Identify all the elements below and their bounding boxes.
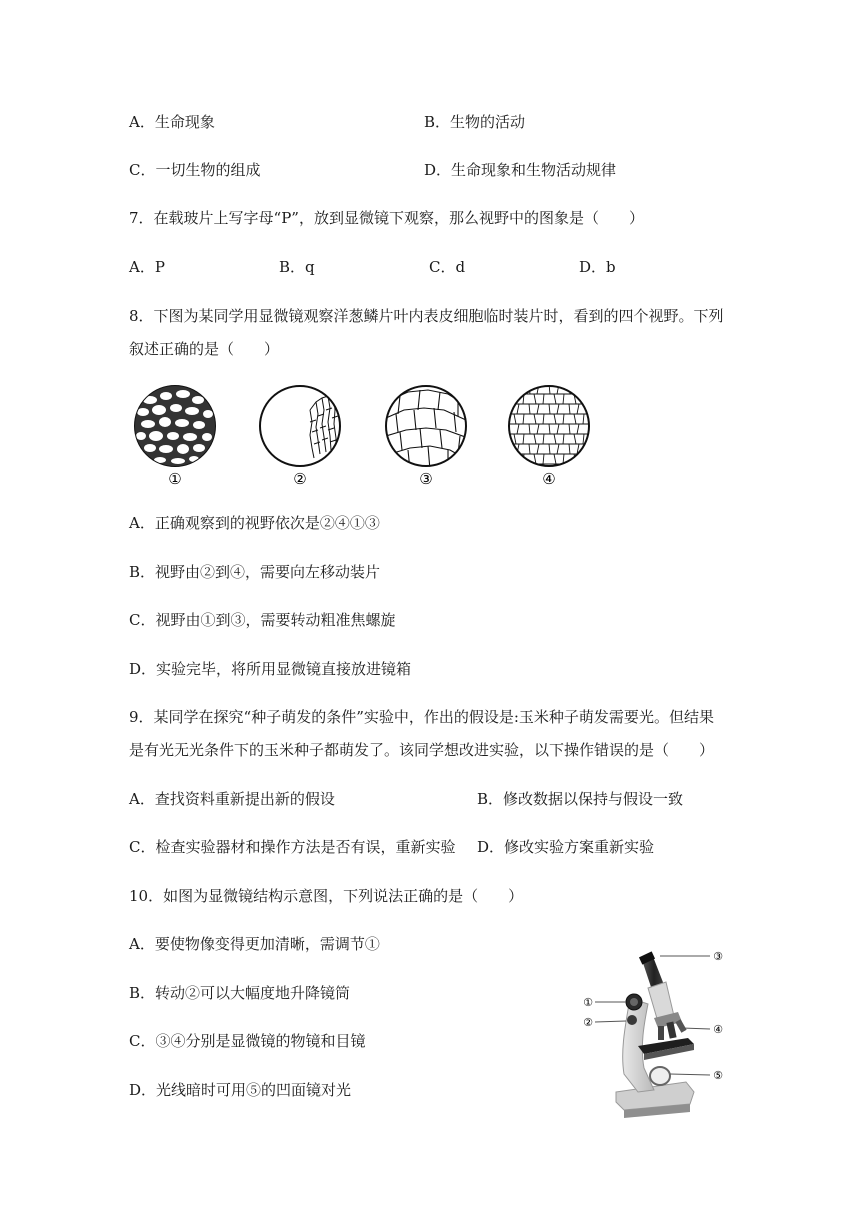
q7-option-c: C．d xyxy=(429,258,466,276)
part-label-3: ③ xyxy=(713,950,723,963)
q10-option-d: D．光线暗时可用⑤的凹面镜对光 xyxy=(129,1081,352,1099)
field-1-label: ① xyxy=(168,470,182,488)
q8-option-c: C．视野由①到③，需要转动粗准焦螺旋 xyxy=(129,611,396,629)
q10-option-b: B．转动②可以大幅度地升降镜筒 xyxy=(129,984,351,1002)
q9-stem-line-1: 9．某同学在探究“种子萌发的条件”实验中，作出的假设是:玉米种子萌发需要光。但结果 xyxy=(129,708,714,726)
q9-stem-line-2: 是有光无光条件下的玉米种子都萌发了。该同学想改进实验，以下操作错误的是（ ） xyxy=(129,741,715,759)
microscope-structure-figure xyxy=(582,942,732,1120)
q9-option-b: B．修改数据以保持与假设一致 xyxy=(477,790,684,808)
part-label-4: ④ xyxy=(713,1023,723,1036)
q6-option-d: D．生命现象和生物活动规律 xyxy=(424,161,617,179)
part-label-2: ② xyxy=(583,1016,593,1029)
microscope-fields-figure xyxy=(128,380,608,490)
q10-option-a: A．要使物像变得更加清晰，需调节① xyxy=(129,935,380,953)
q7-option-b: B．q xyxy=(279,258,315,276)
field-2-label: ② xyxy=(293,470,307,488)
q8-option-a: A．正确观察到的视野依次是②④①③ xyxy=(129,514,380,532)
q7-stem: 7．在载玻片上写字母“P”，放到显微镜下观察，那么视野中的图象是（ ） xyxy=(129,209,644,227)
q8-stem-line-1: 8．下图为某同学用显微镜观察洋葱鳞片叶内表皮细胞临时装片时，看到的四个视野。下列 xyxy=(129,307,724,325)
q8-option-d: D．实验完毕，将所用显微镜直接放进镜箱 xyxy=(129,660,412,678)
part-label-1: ① xyxy=(583,996,593,1009)
microscope-drawing xyxy=(595,951,710,1118)
q8-option-b: B．视野由②到④，需要向左移动装片 xyxy=(129,563,381,581)
q9-option-d: D．修改实验方案重新实验 xyxy=(477,838,655,856)
q6-option-a: A．生命现象 xyxy=(129,113,215,131)
field-4-many-cells xyxy=(509,384,589,466)
field-1-blurry-cells xyxy=(128,380,228,480)
q6-option-b: B．生物的活动 xyxy=(424,113,526,131)
q9-option-c: C．检查实验器材和操作方法是否有误，重新实验 xyxy=(129,838,456,856)
field-3-label: ③ xyxy=(419,470,433,488)
part-label-5: ⑤ xyxy=(713,1069,723,1082)
q10-option-c: C．③④分别是显微镜的物镜和目镜 xyxy=(129,1032,366,1050)
field-3-large-cells xyxy=(386,386,468,470)
q9-option-a: A．查找资料重新提出新的假设 xyxy=(129,790,335,808)
field-2-edge-cells xyxy=(260,386,340,466)
q8-stem-line-2: 叙述正确的是（ ） xyxy=(129,340,280,358)
q6-option-c: C．一切生物的组成 xyxy=(129,161,261,179)
field-4-label: ④ xyxy=(542,470,556,488)
q7-option-d: D．b xyxy=(579,258,616,276)
q7-option-a: A．P xyxy=(129,258,165,276)
q10-stem: 10．如图为显微镜结构示意图，下列说法正确的是（ ） xyxy=(129,887,524,905)
